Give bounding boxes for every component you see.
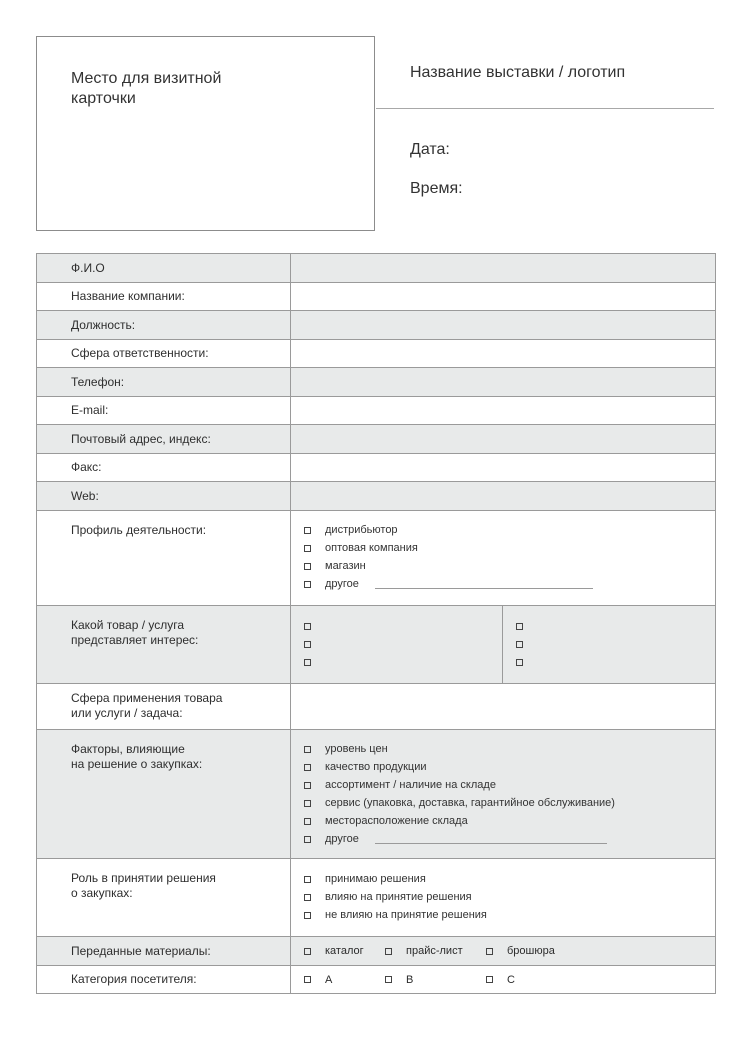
row-responsibility <box>37 340 715 368</box>
checkbox[interactable] <box>304 876 311 883</box>
profile-option[interactable] <box>304 521 593 539</box>
checkbox[interactable] <box>304 746 311 753</box>
factor-option[interactable] <box>304 830 615 848</box>
option-label: сервис (упаковка, доставка, гарантийное обслуживание) <box>325 797 615 809</box>
option-label: дистрибьютор <box>325 524 398 536</box>
checkbox[interactable] <box>304 545 311 552</box>
role-options <box>291 859 715 936</box>
checkbox[interactable] <box>516 623 523 630</box>
profile-option[interactable] <box>304 575 593 593</box>
option-label: месторасположение склада <box>325 815 468 827</box>
input-position[interactable] <box>291 311 715 339</box>
label-factors <box>37 730 291 858</box>
input-web[interactable] <box>291 482 715 510</box>
role-option[interactable] <box>304 870 487 888</box>
option-label: оптовая компания <box>325 542 418 554</box>
label-materials: Переданные материалы: <box>37 937 291 965</box>
category-option-b[interactable] <box>385 974 413 986</box>
interest-options <box>291 606 715 683</box>
option-label: влияю на принятие решения <box>325 891 472 903</box>
factor-option[interactable] <box>304 776 615 794</box>
label-responsibility: Сфера ответственности: <box>37 340 291 367</box>
label-position: Должность: <box>37 311 291 339</box>
other-fill-line[interactable] <box>375 588 593 589</box>
business-card-text-line1: Место для визитной <box>71 70 222 87</box>
business-card-text-line2: карточки <box>71 90 136 107</box>
label-fio: Ф.И.О <box>37 254 291 282</box>
checkbox[interactable] <box>304 641 311 648</box>
input-company[interactable] <box>291 283 715 310</box>
category-option-a[interactable] <box>304 974 332 986</box>
role-option[interactable] <box>304 888 487 906</box>
option-label: принимаю решения <box>325 873 426 885</box>
checkbox[interactable] <box>385 976 392 983</box>
checkbox[interactable] <box>385 948 392 955</box>
row-email <box>37 397 715 425</box>
label-role-line1: Роль в принятии решения <box>71 871 216 885</box>
profile-options <box>291 511 715 605</box>
label-web: Web: <box>37 482 291 510</box>
exhibition-title: Название выставки / логотип <box>410 64 626 81</box>
label-postal: Почтовый адрес, индекс: <box>37 425 291 453</box>
label-email: E-mail: <box>37 397 291 424</box>
option-label: магазин <box>325 560 366 572</box>
factors-options <box>291 730 715 858</box>
option-label: B <box>406 973 414 986</box>
factor-option[interactable] <box>304 740 615 758</box>
checkbox[interactable] <box>304 894 311 901</box>
input-application[interactable] <box>291 684 715 729</box>
option-label: другое <box>325 578 359 590</box>
option-label: другое <box>325 833 359 845</box>
checkbox[interactable] <box>486 976 493 983</box>
checkbox[interactable] <box>486 948 493 955</box>
profile-option[interactable] <box>304 539 593 557</box>
row-phone <box>37 368 715 397</box>
label-company: Название компании: <box>37 283 291 310</box>
column-divider <box>502 606 503 683</box>
materials-option-pricelist[interactable] <box>385 945 463 957</box>
checkbox[interactable] <box>304 623 311 630</box>
label-application-line2: или услуги / задача: <box>71 706 183 720</box>
row-interest <box>37 606 715 684</box>
label-interest-line1: Какой товар / услуга <box>71 618 185 632</box>
checkbox[interactable] <box>516 659 523 666</box>
input-phone[interactable] <box>291 368 715 396</box>
category-option-c[interactable] <box>486 974 515 986</box>
label-phone: Телефон: <box>37 368 291 396</box>
checkbox[interactable] <box>304 976 311 983</box>
checkbox[interactable] <box>304 659 311 666</box>
other-fill-line[interactable] <box>375 843 607 844</box>
materials-options <box>291 937 715 965</box>
option-label: ассортимент / наличие на складе <box>325 779 496 791</box>
label-application-line1: Сфера применения товара <box>71 691 223 705</box>
option-label: качество продукции <box>325 761 427 773</box>
checkbox[interactable] <box>304 563 311 570</box>
row-materials <box>37 937 715 966</box>
checkbox[interactable] <box>304 782 311 789</box>
option-label: прайс-лист <box>406 945 463 957</box>
row-web <box>37 482 715 511</box>
input-responsibility[interactable] <box>291 340 715 367</box>
option-label: A <box>325 973 333 986</box>
input-fio[interactable] <box>291 254 715 282</box>
checkbox[interactable] <box>304 912 311 919</box>
checkbox[interactable] <box>516 641 523 648</box>
business-card-placeholder <box>36 36 375 231</box>
label-fax: Факс: <box>37 454 291 481</box>
input-email[interactable] <box>291 397 715 424</box>
option-label: уровень цен <box>325 743 388 755</box>
input-fax[interactable] <box>291 454 715 481</box>
label-interest-line2: представляет интерес: <box>71 633 199 647</box>
checkbox[interactable] <box>304 800 311 807</box>
row-factors <box>37 730 715 859</box>
checkbox[interactable] <box>304 764 311 771</box>
row-fax <box>37 454 715 482</box>
factor-option[interactable] <box>304 794 615 812</box>
option-label: не влияю на принятие решения <box>325 909 487 921</box>
label-application <box>37 684 291 729</box>
option-label: каталог <box>325 945 364 957</box>
checkbox[interactable] <box>304 527 311 534</box>
label-role <box>37 859 291 936</box>
label-factors-line1: Факторы, влияющие <box>71 742 185 756</box>
visitor-form <box>36 253 716 994</box>
label-factors-line2: на решение о закупках: <box>71 757 203 771</box>
business-card-text <box>71 69 271 109</box>
materials-option-brochure[interactable] <box>486 945 555 957</box>
row-postal <box>37 425 715 454</box>
row-company <box>37 283 715 311</box>
checkbox[interactable] <box>304 948 311 955</box>
checkbox[interactable] <box>304 836 311 843</box>
row-role <box>37 859 715 937</box>
role-option[interactable] <box>304 906 487 924</box>
row-category <box>37 966 715 994</box>
option-label: брошюра <box>507 945 555 957</box>
checkbox[interactable] <box>304 818 311 825</box>
materials-option-catalog[interactable] <box>304 945 364 957</box>
profile-option[interactable] <box>304 557 593 575</box>
time-label: Время: <box>410 180 463 197</box>
label-role-line2: о закупках: <box>71 886 133 900</box>
option-label: C <box>507 973 515 986</box>
row-profile <box>37 511 715 606</box>
factor-option[interactable] <box>304 758 615 776</box>
input-postal[interactable] <box>291 425 715 453</box>
date-label: Дата: <box>410 141 450 158</box>
category-options <box>291 966 715 993</box>
row-position <box>37 311 715 340</box>
label-category: Категория посетителя: <box>37 966 291 993</box>
label-interest <box>37 606 291 683</box>
factor-option[interactable] <box>304 812 615 830</box>
exhibition-divider <box>376 108 714 109</box>
checkbox[interactable] <box>304 581 311 588</box>
label-profile: Профиль деятельности: <box>37 511 291 605</box>
row-fio <box>37 254 715 283</box>
row-application <box>37 684 715 730</box>
